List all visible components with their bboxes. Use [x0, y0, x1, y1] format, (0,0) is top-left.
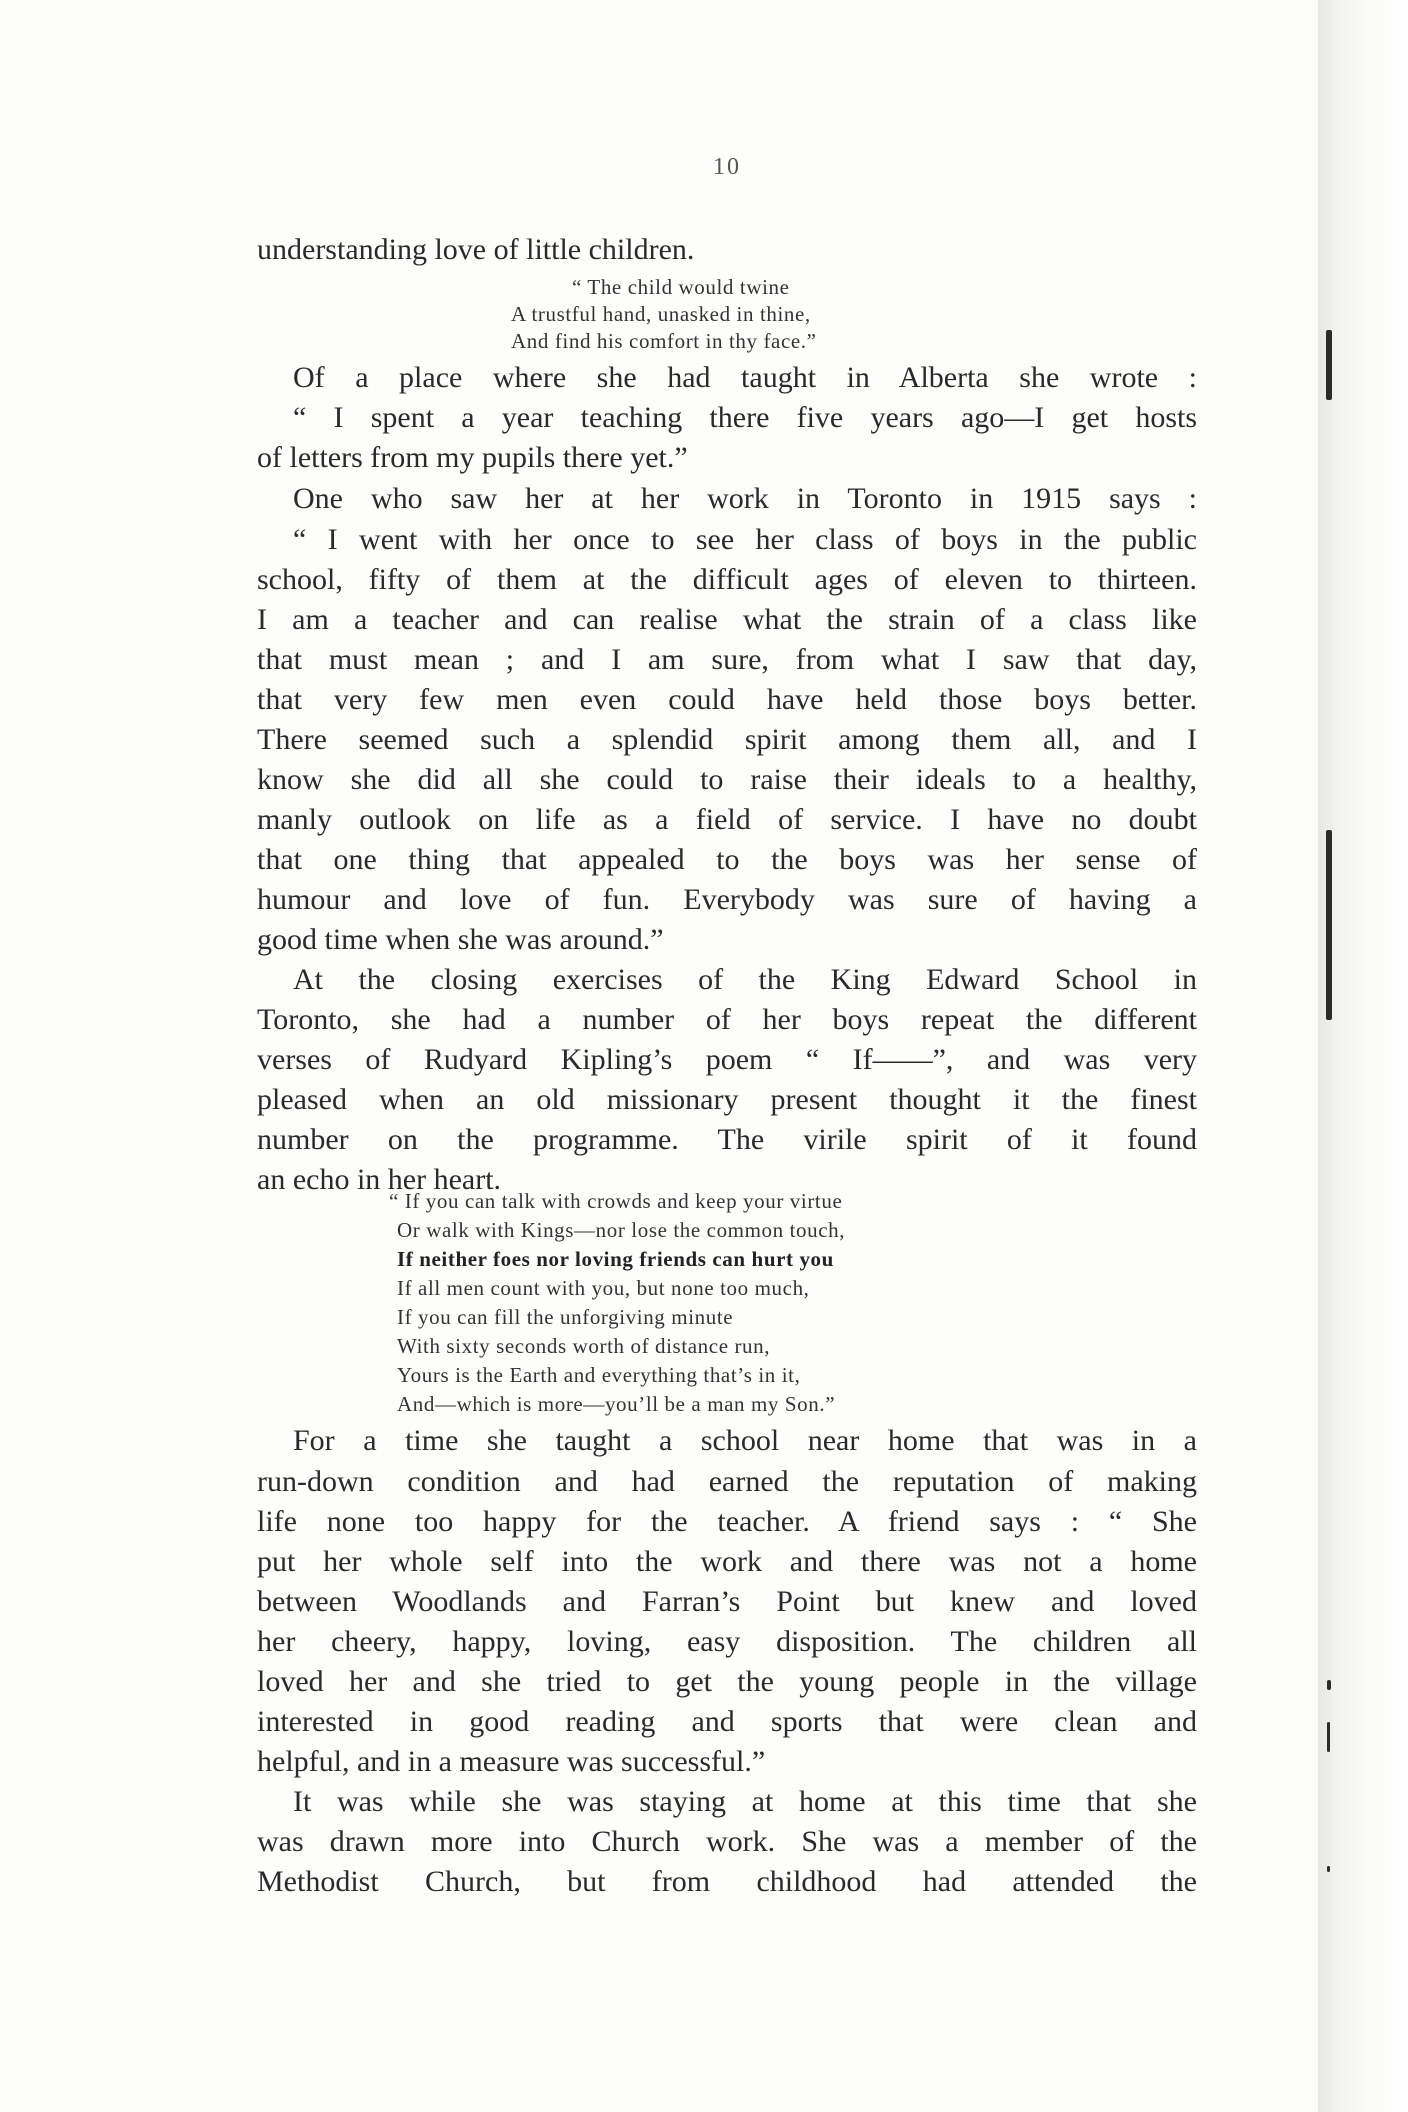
text-line: It was while she was staying at home at this time that she — [293, 1785, 1197, 1818]
text-line: that one thing that appealed to the boys was her sense of — [257, 843, 1197, 876]
text-line: pleased when an old missionary present thought it the finest — [257, 1083, 1197, 1116]
text-line: I am a teacher and can realise what the strain of a class like — [257, 603, 1197, 636]
verse-line: “ If you can talk with crowds and keep your virtue — [389, 1189, 843, 1213]
verse-line: If you can fill the unforgiving minute — [397, 1305, 734, 1329]
text-line: At the closing exercises of the King Edward School in — [293, 963, 1197, 996]
verse-line: And—which is more—you’ll be a man my Son.” — [397, 1392, 836, 1416]
text-line: There seemed such a splendid spirit among them all, and I — [257, 723, 1197, 756]
text-line: that very few men even could have held those boys better. — [257, 683, 1197, 716]
text-line: humour and love of fun. Everybody was sure of having a — [257, 883, 1197, 916]
text-line: loved her and she tried to get the young people in the village — [257, 1665, 1197, 1698]
text-line: “ I went with her once to see her class of boys in the public — [293, 523, 1197, 556]
text-line: Methodist Church, but from childhood had attended the — [257, 1865, 1197, 1898]
text-line: her cheery, happy, loving, easy disposition. The children all — [257, 1625, 1197, 1658]
text-line: of letters from my pupils there yet.” — [257, 441, 688, 474]
text-line: between Woodlands and Farran’s Point but knew and loved — [257, 1585, 1197, 1618]
text-line: For a time she taught a school near home that was in a — [293, 1424, 1197, 1457]
text-line: an echo in her heart. — [257, 1163, 502, 1196]
text-line: Of a place where she had taught in Alberta she wrote : — [293, 361, 1197, 394]
text-line: that must mean ; and I am sure, from what I saw that day, — [257, 643, 1197, 676]
verse-line: And find his comfort in thy face.” — [511, 329, 817, 353]
binding-mark — [1326, 830, 1332, 1020]
text-line: good time when she was around.” — [257, 923, 664, 956]
text-line: number on the programme. The virile spirit of it found — [257, 1123, 1197, 1156]
binding-mark — [1326, 330, 1332, 400]
verse-line: If all men count with you, but none too much, — [397, 1276, 810, 1300]
text-line: Toronto, she had a number of her boys repeat the different — [257, 1003, 1197, 1036]
text-line: “ I spent a year teaching there five years ago—I get hosts — [293, 401, 1197, 434]
page-number: 10 — [713, 154, 741, 180]
page-edge — [1318, 0, 1408, 2112]
verse-line: A trustful hand, unasked in thine, — [511, 302, 811, 326]
verse-line: If neither foes nor loving friends can hurt you — [397, 1247, 834, 1271]
verse-line: “ The child would twine — [572, 275, 790, 299]
text-line: understanding love of little children. — [257, 233, 695, 266]
text-line: put her whole self into the work and there was not a home — [257, 1545, 1197, 1578]
text-line: verses of Rudyard Kipling’s poem “ If——”, and was very — [257, 1043, 1197, 1076]
verse-line: Or walk with Kings—nor lose the common touch, — [397, 1218, 846, 1242]
text-line: manly outlook on life as a field of service. I have no doubt — [257, 803, 1197, 836]
text-line: school, fifty of them at the difficult ages of eleven to thirteen. — [257, 563, 1197, 596]
text-line: run-down condition and had earned the reputation of making — [257, 1465, 1197, 1498]
text-line: know she did all she could to raise their ideals to a healthy, — [257, 763, 1197, 796]
binding-mark — [1327, 1866, 1330, 1872]
verse-line: Yours is the Earth and everything that’s in it, — [397, 1363, 801, 1387]
text-line: helpful, and in a measure was successful.” — [257, 1745, 766, 1778]
binding-mark — [1327, 1680, 1331, 1690]
text-line: One who saw her at her work in Toronto in 1915 says : — [293, 482, 1197, 515]
text-line: was drawn more into Church work. She was a member of the — [257, 1825, 1197, 1858]
text-line: interested in good reading and sports that were clean and — [257, 1705, 1197, 1738]
text-line: life none too happy for the teacher. A friend says : “ She — [257, 1505, 1197, 1538]
binding-mark — [1327, 1722, 1330, 1752]
verse-line: With sixty seconds worth of distance run, — [397, 1334, 771, 1358]
